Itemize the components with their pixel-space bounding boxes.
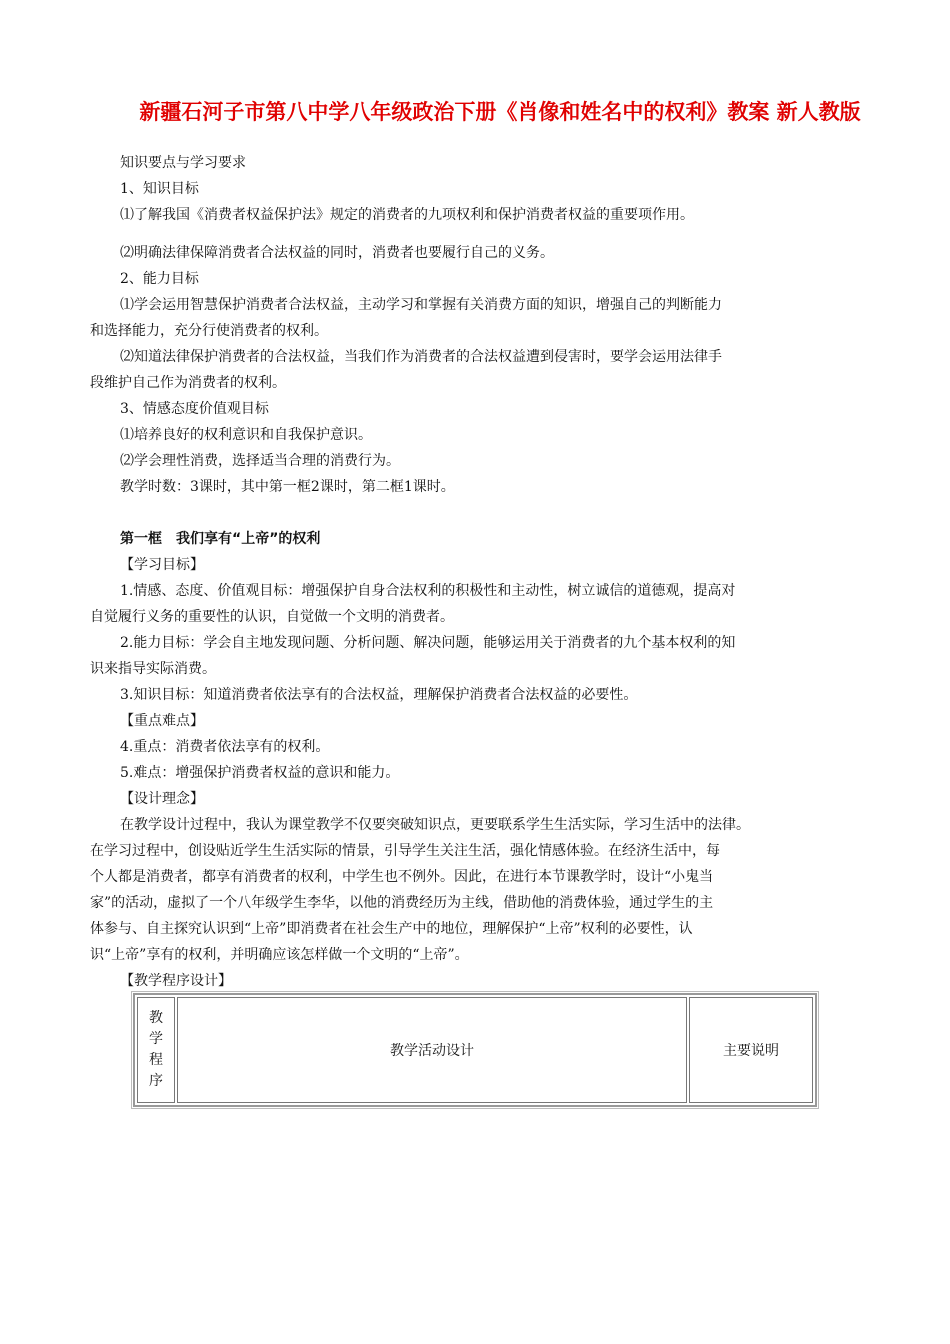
emotion-goal-2: ⑵学会理性消费，选择适当合理的消费行为。	[120, 453, 400, 469]
knowledge-goal-2: ⑵明确法律保障消费者合法权益的同时，消费者也要履行自己的义务。	[120, 245, 554, 261]
table-cell-activity: 教学活动设计	[177, 997, 687, 1103]
section-heading: 知识要点与学习要求	[120, 155, 246, 171]
design-concept-line: 在学习过程中，创设贴近学生生活实际的情景，引导学生关注生活，强化情感体验。在经济生活中，每	[90, 843, 720, 859]
class-hours: 教学时数：3课时，其中第一框2课时，第二框1课时。	[120, 479, 455, 495]
key-points-heading: 【重点难点】	[120, 713, 204, 729]
table-cell-program-label: 教学程序	[149, 1010, 163, 1089]
emotion-goal-heading: 3、情感态度价值观目标	[120, 401, 269, 417]
study-goal-2a: 2.能力目标：学会自主地发现问题、分析问题、解决问题，能够运用关于消费者的九个基本权利的知	[120, 635, 736, 651]
difficult-point: 5.难点：增强保护消费者权益的意识和能力。	[120, 765, 400, 781]
design-concept-line: 在教学设计过程中，我认为课堂教学不仅要突破知识点，更要联系学生生活实际，学习生活中的法律。	[120, 817, 750, 833]
study-goal-heading: 【学习目标】	[120, 557, 204, 573]
table-row	[137, 997, 813, 1103]
ability-goal-1a: ⑴学会运用智慧保护消费者合法权益，主动学习和掌握有关消费方面的知识，增强自己的判断能力	[120, 297, 722, 313]
knowledge-goal-1: ⑴了解我国《消费者权益保护法》规定的消费者的九项权利和保护消费者权益的重要项作用。	[120, 207, 694, 223]
design-concept-line: 识“上帝”享有的权利，并明确应该怎样做一个文明的“上帝”。	[90, 947, 469, 963]
ability-goal-1b: 和选择能力，充分行使消费者的权利。	[90, 323, 328, 339]
ability-goal-heading: 2、能力目标	[120, 271, 199, 287]
study-goal-1a: 1.情感、态度、价值观目标：增强保护自身合法权利的积极性和主动性，树立诚信的道德观，提高对	[120, 583, 736, 599]
table-cell-notes: 主要说明	[689, 997, 813, 1103]
design-concept-line: 体参与、自主探究认识到“上帝”即消费者在社会生产中的地位，理解保护“上帝”权利的必要性，认	[90, 921, 693, 937]
ability-goal-2b: 段维护自己作为消费者的权利。	[90, 375, 286, 391]
emotion-goal-1: ⑴培养良好的权利意识和自我保护意识。	[120, 427, 372, 443]
knowledge-goal-heading: 1、知识目标	[120, 181, 199, 197]
document-title: 新疆石河子市第八中学八年级政治下册《肖像和姓名中的权利》教案 新人教版	[139, 100, 861, 124]
ability-goal-2a: ⑵知道法律保护消费者的合法权益，当我们作为消费者的合法权益遭到侵害时，要学会运用法律手	[120, 349, 722, 365]
design-concept-heading: 【设计理念】	[120, 791, 204, 807]
table-cell-program	[137, 997, 175, 1103]
study-goal-1b: 自觉履行义务的重要性的认识，自觉做一个文明的消费者。	[90, 609, 454, 625]
design-concept-line: 个人都是消费者，都享有消费者的权利，中学生也不例外。因此，在进行本节课教学时，设计“小鬼当	[90, 869, 714, 885]
procedure-table	[133, 993, 817, 1107]
procedure-heading: 【教学程序设计】	[120, 973, 232, 989]
frame-title: 第一框 我们享有“上帝”的权利	[120, 531, 321, 547]
study-goal-3: 3.知识目标：知道消费者依法享有的合法权益，理解保护消费者合法权益的必要性。	[120, 687, 638, 703]
key-point: 4.重点：消费者依法享有的权利。	[120, 739, 330, 755]
design-concept-line: 家”的活动，虚拟了一个八年级学生李华，以他的消费经历为主线，借助他的消费体验，通过学生的主	[90, 895, 714, 911]
study-goal-2b: 识来指导实际消费。	[90, 661, 216, 677]
